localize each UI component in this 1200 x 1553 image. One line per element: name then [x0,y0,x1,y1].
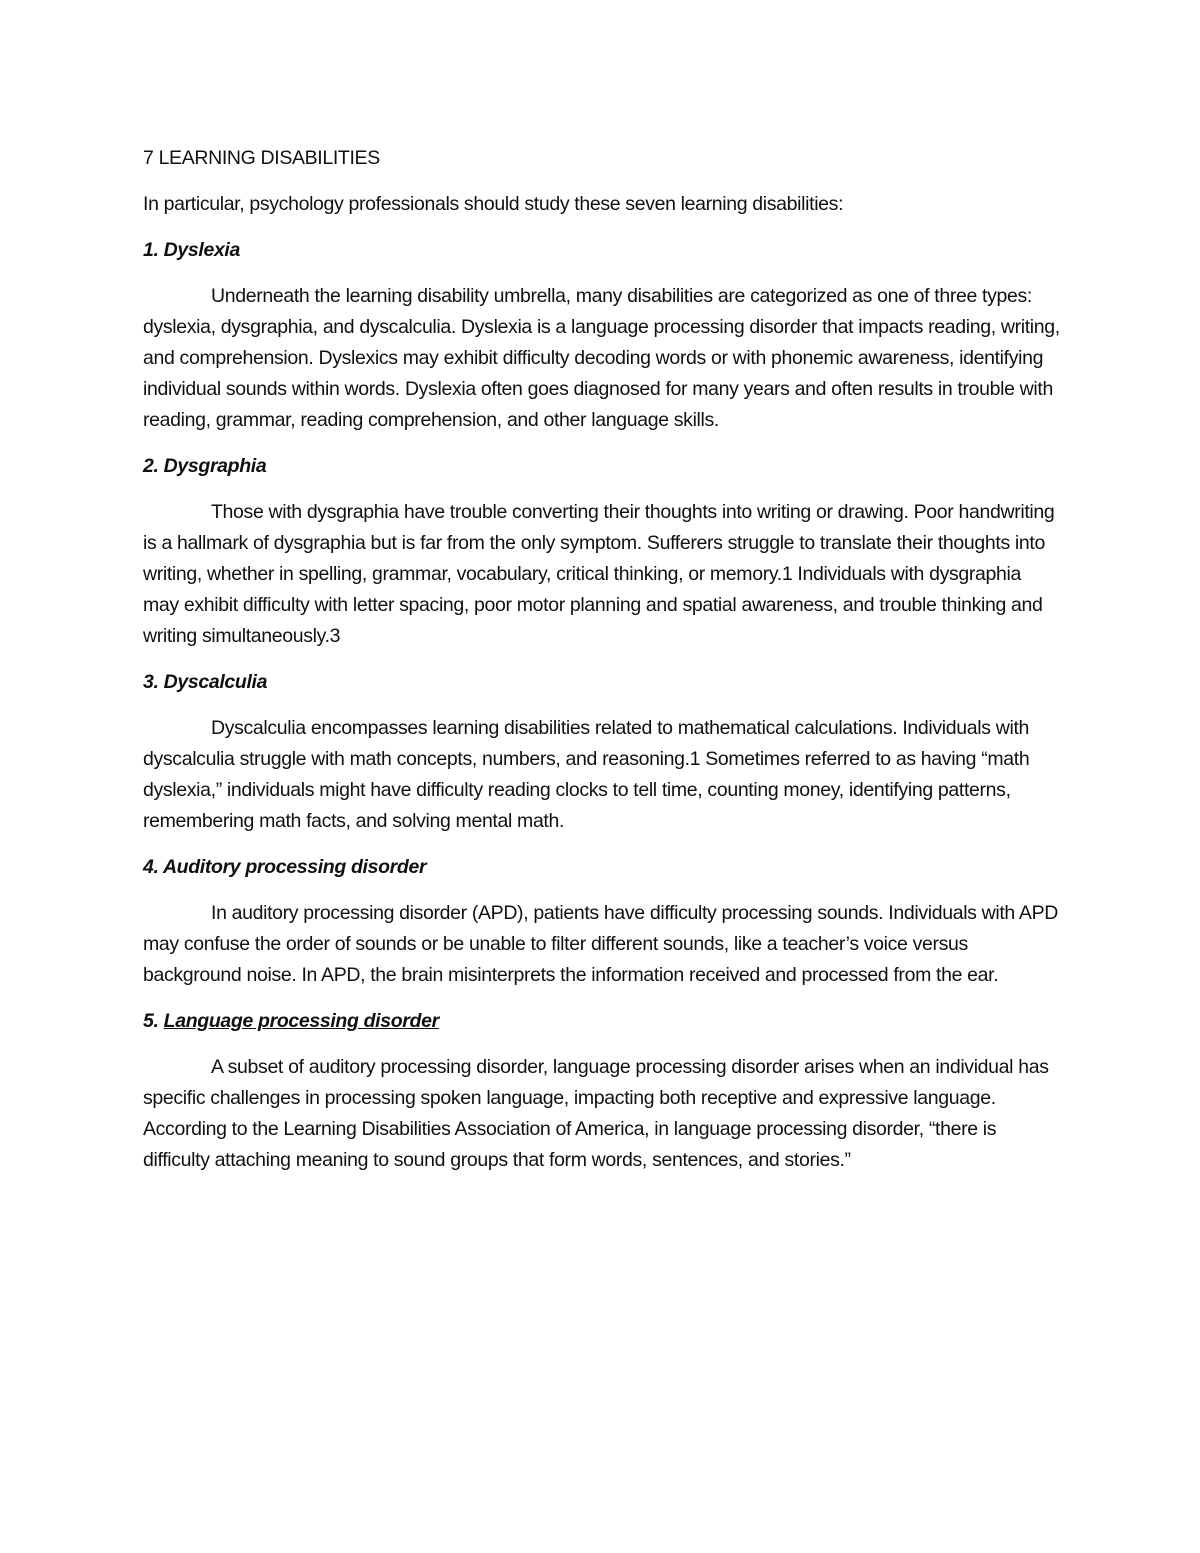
section-body: In auditory processing disorder (APD), patients have difficulty processing sounds. Individuals with APD may confuse the order of sounds or be unable to filter different sounds, like a teacher’s voice versus background noise. In APD, the brain misinterprets the information received and processed from the ear. [143,902,1058,986]
section-heading [143,852,1061,883]
section-number: 3. [143,671,159,693]
section-dyslexia [143,235,1061,436]
document-title: 7 LEARNING DISABILITIES [143,147,380,169]
document-content [143,143,1061,1176]
section-title: Auditory processing disorder [162,856,427,878]
section-body: A subset of auditory processing disorder, language processing disorder arises when an individual has specific challenges in processing spoken language, impacting both receptive and expressive language. According to the Learning Disabilities Association of America, in language processing disorder, “there is difficulty attaching meaning to sound groups that form words, sentences, and stories.” [143,1056,1049,1171]
section-heading [143,235,1061,266]
section-body: Those with dysgraphia have trouble converting their thoughts into writing or drawing. Poor handwriting is a hallmark of dysgraphia but is far from the only symptom. Sufferers struggle to translate their thoughts into writing, whether in spelling, grammar, vocabulary, critical thinking, or memory.1 Individuals with dysgraphia may exhibit difficulty with letter spacing, poor motor planning and spatial awareness, and trouble thinking and writing simultaneously.3 [143,501,1055,647]
section-heading [143,451,1061,482]
section-title: Dyslexia [163,239,240,261]
section-number: 4. [143,856,159,878]
section-title: Dyscalculia [163,671,268,693]
section-dysgraphia [143,451,1061,652]
section-heading [143,1006,1061,1037]
section-auditory-processing-disorder [143,852,1061,991]
section-title: Language processing disorder [163,1010,439,1032]
section-heading [143,667,1061,698]
section-title: Dysgraphia [163,455,267,477]
section-number: 1. [143,239,159,261]
section-language-processing-disorder [143,1006,1061,1176]
section-body: Underneath the learning disability umbrella, many disabilities are categorized as one of three types: dyslexia, dysgraphia, and dyscalculia. Dyslexia is a language processing disorder that impacts reading, writing, and comprehension. Dyslexics may exhibit difficulty decoding words or with phonemic awareness, identifying individual sounds within words. Dyslexia often goes diagnosed for many years and often results in trouble with reading, grammar, reading comprehension, and other language skills. [143,285,1060,431]
section-number: 5. [143,1010,159,1032]
section-body: Dyscalculia encompasses learning disabilities related to mathematical calculations. Individuals with dyscalculia struggle with math concepts, numbers, and reasoning.1 Sometimes referred to as having “math dyslexia,” individuals might have difficulty reading clocks to tell time, counting money, identifying patterns, remembering math facts, and solving mental math. [143,717,1030,832]
section-number: 2. [143,455,159,477]
intro-paragraph: In particular, psychology professionals should study these seven learning disabilities: [143,193,844,215]
section-dyscalculia [143,667,1061,837]
